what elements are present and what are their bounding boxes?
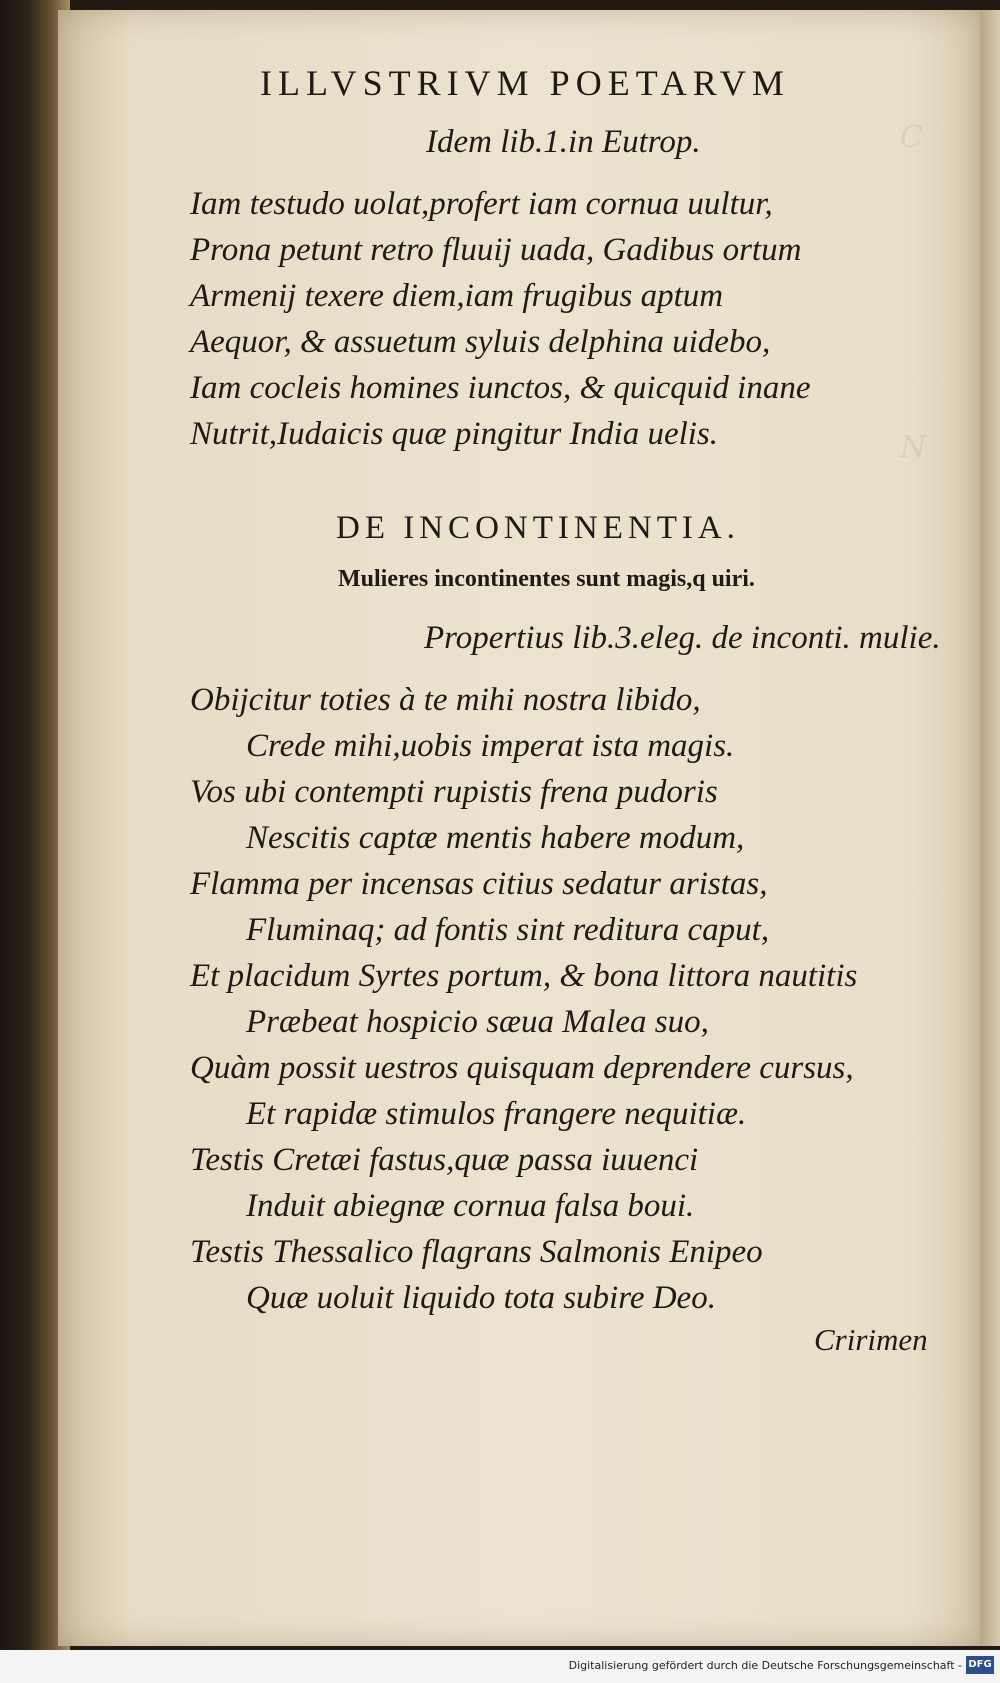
verse-line: Flamma per incensas citius sedatur aristas, <box>190 866 768 902</box>
footer-bar <box>0 1650 1000 1683</box>
source-reference: Idem lib.1.in Eutrop. <box>426 124 701 160</box>
bleed-through-text: N <box>900 430 927 465</box>
footer-credit: Digitalisierung gefördert durch die Deutsche Forschungsgemeinschaft - <box>568 1659 962 1672</box>
verse-line: Prona petunt retro fluuij uada, Gadibus ortum <box>190 232 802 268</box>
running-head: ILLVSTRIVM POETARVM <box>260 63 790 103</box>
verse-line: Iam testudo uolat,profert iam cornua uultur, <box>190 186 773 222</box>
catchword: Cririmen <box>814 1322 928 1357</box>
verse-line: Aequor, & assuetum syluis delphina uidebo, <box>190 324 771 360</box>
verse-line: Obijcitur toties à te mihi nostra libido, <box>190 682 701 718</box>
verse-line: Præbeat hospicio sæua Malea suo, <box>246 1004 709 1040</box>
verse-line: Nescitis captæ mentis habere modum, <box>246 820 745 856</box>
verse-line: Induit abiegnæ cornua falsa boui. <box>246 1188 695 1224</box>
verse-line: Armenij texere diem,iam frugibus aptum <box>190 278 724 314</box>
verse-line: Quàm possit uestros quisquam deprendere cursus, <box>190 1050 854 1086</box>
source-reference: Propertius lib.3.eleg. de inconti. mulie. <box>424 620 941 656</box>
verse-line: Et rapidæ stimulos frangere nequitiæ. <box>246 1096 747 1132</box>
section-note: Mulieres incontinentes sunt magis,q uiri. <box>338 566 755 592</box>
next-page-edge <box>980 10 1000 1646</box>
verse-line: Quæ uoluit liquido tota subire Deo. <box>246 1280 716 1316</box>
verse-line: Et placidum Syrtes portum, & bona littora nautitis <box>190 958 858 994</box>
dfg-logo-icon: DFG <box>966 1656 994 1674</box>
verse-line: Nutrit,Iudaicis quæ pingitur India uelis. <box>190 416 719 452</box>
verse-line: Crede mihi,uobis imperat ista magis. <box>246 728 735 764</box>
verse-line: Fluminaq; ad fontis sint reditura caput, <box>246 912 770 948</box>
bleed-through-text: C <box>900 120 923 155</box>
verse-line: Vos ubi contempti rupistis frena pudoris <box>190 774 718 810</box>
section-title: DE INCONTINENTIA. <box>336 510 740 546</box>
verse-line: Testis Cretæi fastus,quæ passa iuuenci <box>190 1142 699 1178</box>
verse-line: Iam cocleis homines iunctos, & quicquid inane <box>190 370 811 406</box>
verse-line: Testis Thessalico flagrans Salmonis Enipeo <box>190 1234 763 1270</box>
